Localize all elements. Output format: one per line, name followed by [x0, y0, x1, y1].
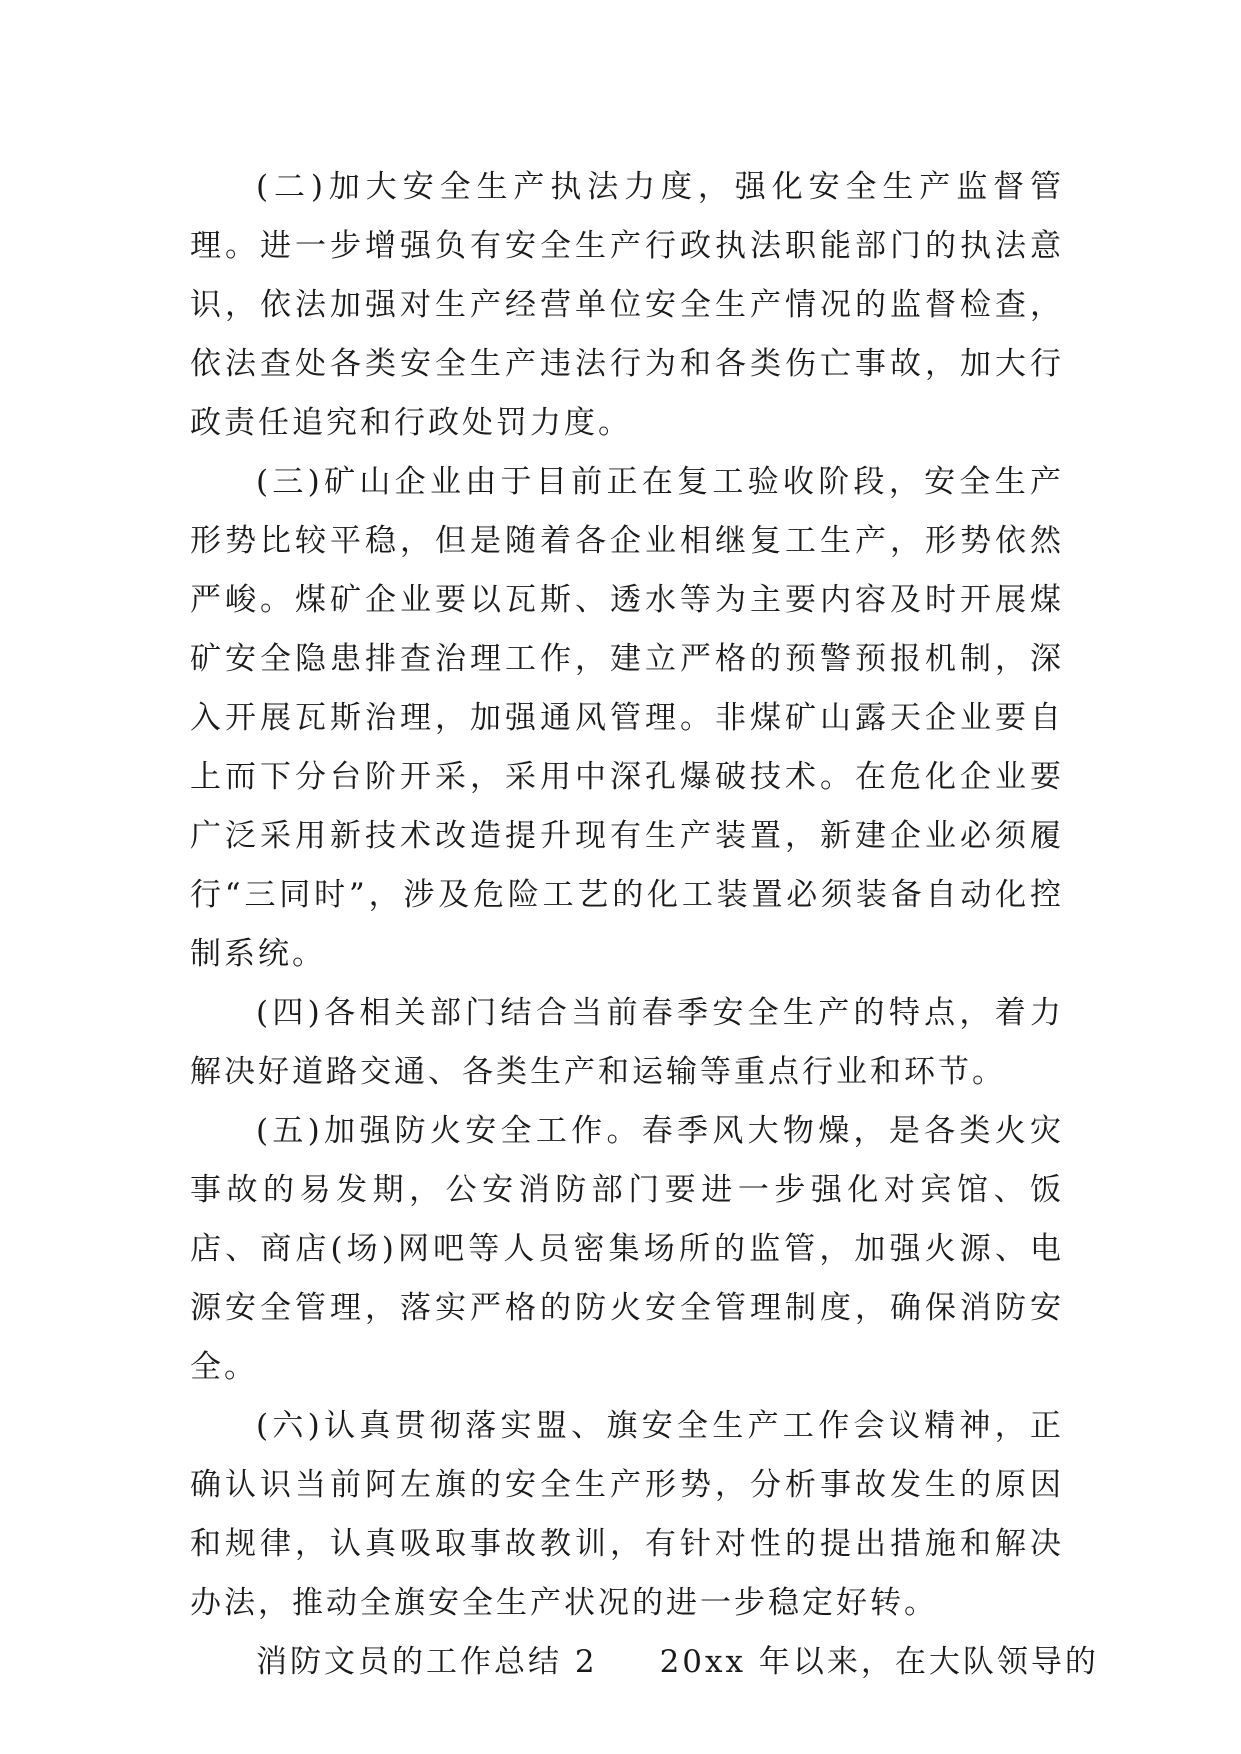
- section-heading-line: [190, 1633, 1099, 1692]
- paragraph-meeting: (六)认真贯彻落实盟、旗安全生产工作会议精神，正确认识当前阿左旗的安全生产形势，分析事故发生的原因和规律，认真吸取事故教训，有针对性的提出措施和解决办法，推动全旗安全生产状况的进一步稳定好转。: [190, 1408, 1064, 1621]
- section-intro: 20xx 年以来，在大队领导的: [659, 1644, 1099, 1680]
- paragraph-enforcement: (二)加大安全生产执法力度，强化安全生产监督管理。进一步增强负有安全生产行政执法职能部门的执法意识，依法加强对生产经营单位安全生产情况的监督检查，依法查处各类安全生产违法行为和各类伤亡事故，加大行政责任追究和行政处罚力度。: [190, 169, 1064, 441]
- document-page: [190, 158, 1099, 1692]
- paragraph-departments: (四)各相关部门结合当前春季安全生产的特点，着力解决好道路交通、各类生产和运输等重点行业和环节。: [190, 995, 1064, 1090]
- paragraph-mining: (三)矿山企业由于目前正在复工验收阶段，安全生产形势比较平稳，但是随着各企业相继复工生产，形势依然严峻。煤矿企业要以瓦斯、透水等为主要内容及时开展煤矿安全隐患排查治理工作，建立严格的预警预报机制，深入开展瓦斯治理，加强通风管理。非煤矿山露天企业要自上而下分台阶开采，采用中深孔爆破技术。在危化企业要广泛采用新技术改造提升现有生产装置，新建企业必须履行“三同时”，涉及危险工艺的化工装置必须装备自动化控制系统。: [190, 464, 1064, 972]
- paragraph-fire-safety: (五)加强防火安全工作。春季风大物燥，是各类火灾事故的易发期，公安消防部门要进一步强化对宾馆、饭店、商店(场)网吧等人员密集场所的监管，加强火源、电源安全管理，落实严格的防火安全管理制度，确保消防安全。: [190, 1113, 1064, 1385]
- section-title: 消防文员的工作总结 2: [256, 1644, 598, 1680]
